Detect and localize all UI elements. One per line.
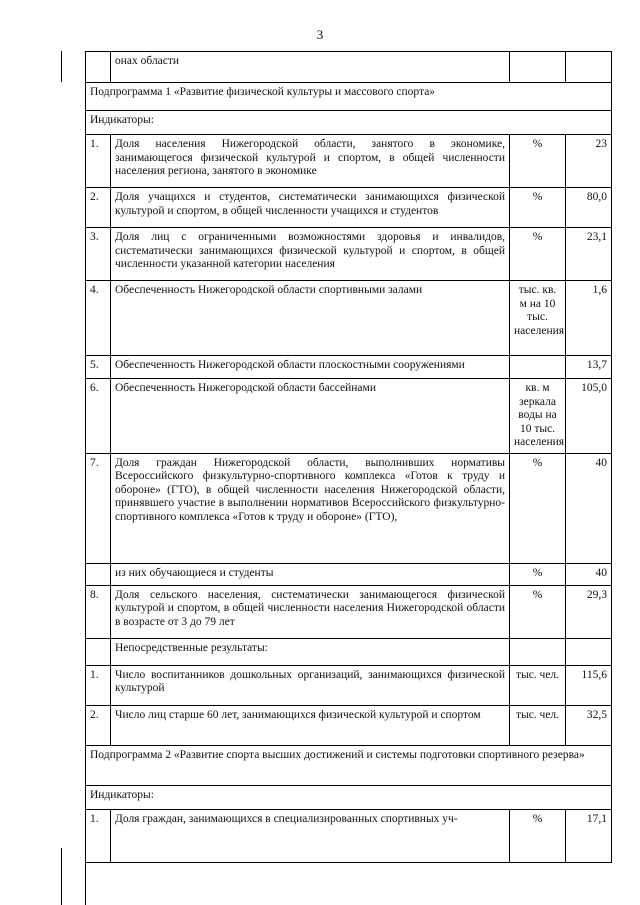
indicator-row — [86, 228, 612, 281]
indicator-name: из них обучающиеся и студенты — [111, 563, 510, 585]
indicator-value: 23,1 — [566, 228, 612, 281]
section-row — [86, 745, 612, 785]
row-number: 1. — [86, 809, 111, 862]
indicator-value — [566, 52, 612, 83]
indicator-unit: % — [510, 563, 566, 585]
indicator-value: 105,0 — [566, 379, 612, 454]
indicator-name: Доля лиц с ограниченными возможностями здоровья и инвалидов, систематически занимающихся физической культурой и спортом, в общей численности указанной категории населения — [111, 228, 510, 281]
indicator-name: Число лиц старше 60 лет, занимающихся физической культурой и спортом — [111, 705, 510, 745]
indicator-name: Обеспеченность Нижегородской области бассейнами — [111, 379, 510, 454]
indicator-name: Доля сельского населения, систематически занимающегося физической культурой и спортом, в общей численности населения Нижегородской области в возрасте от 3 до 79 лет — [111, 585, 510, 638]
indicator-name: Доля учащихся и студентов, систематически занимающихся физической культурой и спортом, в общей численности учащихся и студентов — [111, 188, 510, 228]
indicator-value: 23 — [566, 135, 612, 188]
indicator-name: Доля граждан Нижегородской области, выполнивших нормативы Всероссийского физкультурно-спортивного комплекса «Готов к труду и обороне» (ГТО), в общей численности населения Нижегородской области, принявшего участие в выполнении нормативов Всероссийского физкультурно-спортивного комплекса «Готов к труду и обороне» (ГТО), — [111, 453, 510, 563]
row-number — [86, 52, 111, 83]
indicator-row — [86, 453, 612, 563]
indicator-row — [86, 281, 612, 356]
indicator-unit: % — [510, 585, 566, 638]
section-row — [86, 111, 612, 135]
indicator-row — [86, 379, 612, 454]
indicator-row — [86, 52, 612, 83]
indicator-unit: % — [510, 228, 566, 281]
section-heading: Подпрограмма 2 «Развитие спорта высших достижений и системы подготовки спортивного резерва» — [86, 745, 612, 785]
indicators-table — [85, 51, 612, 863]
indicator-value: 1,6 — [566, 281, 612, 356]
indicator-unit: тыс. кв. м на 10 тыс. населения — [510, 281, 566, 356]
indicator-name: Непосредственные результаты: — [111, 638, 510, 665]
indicator-value: 80,0 — [566, 188, 612, 228]
row-number: 2. — [86, 188, 111, 228]
indicator-row — [86, 705, 612, 745]
indicator-value: 40 — [566, 453, 612, 563]
indicator-name: Обеспеченность Нижегородской области спортивными залами — [111, 281, 510, 356]
section-row — [86, 785, 612, 809]
row-number: 3. — [86, 228, 111, 281]
indicators-table-body — [86, 52, 612, 863]
indicator-unit: % — [510, 453, 566, 563]
indicator-row — [86, 665, 612, 705]
indicator-value — [566, 638, 612, 665]
indicator-row — [86, 563, 612, 585]
row-number: 7. — [86, 453, 111, 563]
indicator-value: 17,1 — [566, 809, 612, 862]
section-heading: Индикаторы: — [86, 111, 612, 135]
indicator-value: 32,5 — [566, 705, 612, 745]
indicator-unit — [510, 52, 566, 83]
indicator-unit — [510, 638, 566, 665]
row-number: 6. — [86, 379, 111, 454]
indicator-unit: % — [510, 809, 566, 862]
indicator-unit: % — [510, 188, 566, 228]
section-heading: Подпрограмма 1 «Развитие физической культуры и массового спорта» — [86, 83, 612, 111]
indicator-unit: кв. м зеркала воды на 10 тыс. населения — [510, 379, 566, 454]
indicator-row — [86, 188, 612, 228]
indicator-value: 40 — [566, 563, 612, 585]
row-number — [86, 563, 111, 585]
indicator-value: 13,7 — [566, 356, 612, 379]
indicator-name: Доля населения Нижегородской области, занятого в экономике, занимающегося физической культурой и спортом, в общей численности населения региона, занятого в экономике — [111, 135, 510, 188]
indicator-name: онах области — [111, 52, 510, 83]
indicator-unit: тыс. чел. — [510, 665, 566, 705]
indicator-value: 115,6 — [566, 665, 612, 705]
section-heading: Индикаторы: — [86, 785, 612, 809]
indicator-name: Доля граждан, занимающихся в специализированных спортивных уч- — [111, 809, 510, 862]
row-number: 8. — [86, 585, 111, 638]
indicator-row — [86, 356, 612, 379]
indicator-unit: % — [510, 135, 566, 188]
row-number: 4. — [86, 281, 111, 356]
row-number: 5. — [86, 356, 111, 379]
indicator-row — [86, 135, 612, 188]
left-margin-stub-bottom — [61, 848, 86, 905]
indicator-row — [86, 585, 612, 638]
row-number: 2. — [86, 705, 111, 745]
indicator-value: 29,3 — [566, 585, 612, 638]
indicator-row — [86, 809, 612, 862]
row-number — [86, 638, 111, 665]
page-number: 3 — [316, 27, 324, 42]
left-margin-stub-top — [61, 51, 86, 82]
indicator-name: Обеспеченность Нижегородской области плоскостными сооружениями — [111, 356, 510, 379]
indicator-unit: тыс. чел. — [510, 705, 566, 745]
section-row — [86, 83, 612, 111]
row-number: 1. — [86, 665, 111, 705]
indicator-name: Число воспитанников дошкольных организаций, занимающихся физической культурой — [111, 665, 510, 705]
row-number: 1. — [86, 135, 111, 188]
indicator-unit — [510, 356, 566, 379]
indicator-row — [86, 638, 612, 665]
